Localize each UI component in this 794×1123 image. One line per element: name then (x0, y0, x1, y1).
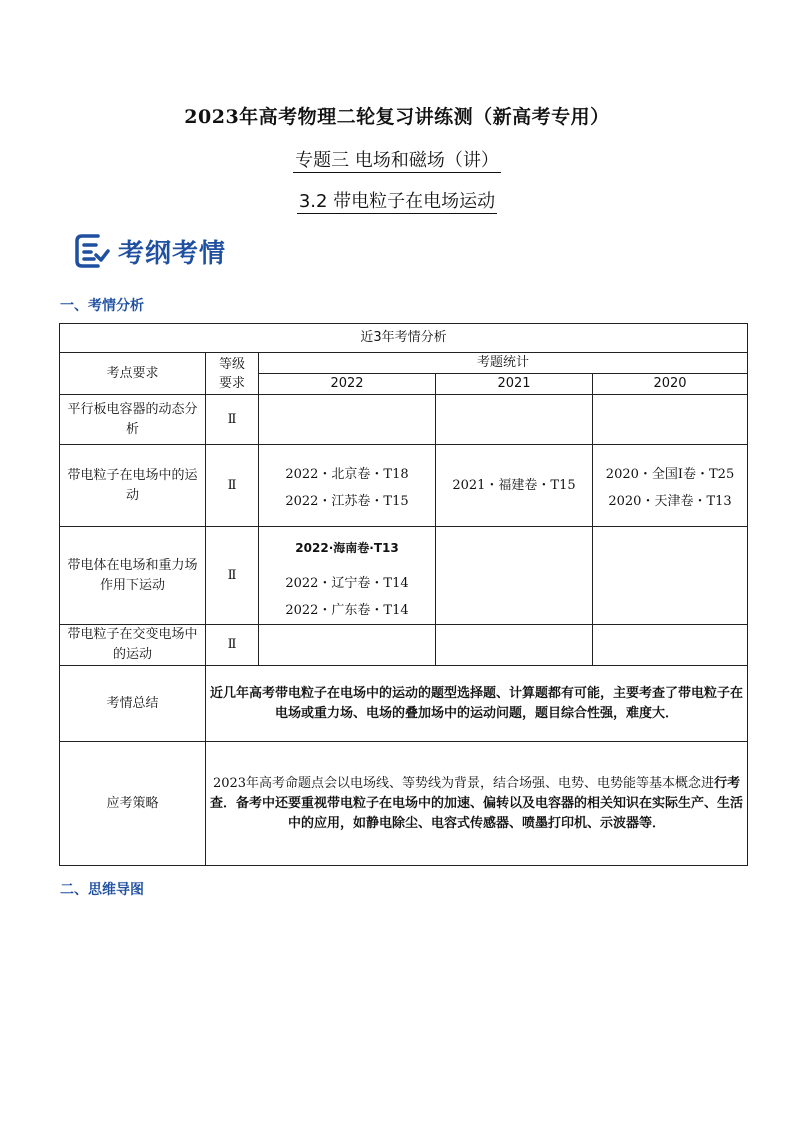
topic-title (0, 146, 794, 172)
strategy-text-part2: 行考查．备考中还要重视带电粒子在电场中的加速、偏转以及电容器的相关知识在实际生产、生活中的应用，如静电除尘、电容式传感器、喷墨打印机、示波器等． (210, 775, 744, 831)
exam-analysis-table (59, 323, 748, 866)
header-year-2021: 2021 (436, 374, 593, 395)
section-heading-mindmap: 二、思维导图 (60, 882, 144, 898)
section-heading-analysis: 一、考情分析 (60, 298, 144, 314)
table-row (60, 625, 748, 666)
table-row (60, 527, 748, 625)
document-title: 2023年高考物理二轮复习讲练测（新高考专用） (184, 106, 610, 128)
exam-item: 2022・辽宁卷・T14 (285, 576, 409, 591)
table-caption: 近3年考情分析 (60, 324, 748, 353)
row-point: 带电体在电场和重力场作用下运动 (60, 527, 206, 625)
exam-item: 2021・福建卷・T15 (436, 445, 593, 527)
row-level: Ⅱ (206, 445, 259, 527)
strategy-text-part1: 2023年高考命题点会以电场线、等势线为背景，结合场强、电势、电势能等基本概念进 (212, 775, 715, 791)
row-point: 带电粒子在电场中的运动 (60, 445, 206, 527)
header-point: 考点要求 (60, 353, 206, 395)
row-point: 平行板电容器的动态分析 (60, 395, 206, 445)
subtopic-title (0, 187, 794, 213)
summary-label: 考情总结 (60, 666, 206, 742)
exam-item: 2022・江苏卷・T15 (285, 493, 409, 509)
summary-row (60, 666, 748, 742)
subtopic-title-text: 3.2 带电粒子在电场运动 (298, 191, 496, 212)
summary-text: 近几年高考带电粒子在电场中的运动的题型选择题、计算题都有可能，主要考查了带电粒子在电场或重力场、电场的叠加场中的运动问题，题目综合性强，难度大． (206, 666, 748, 742)
topic-title-text: 专题三 电场和磁场（讲） (295, 150, 499, 171)
header-year-2020: 2020 (593, 374, 748, 395)
header-year-2022: 2022 (259, 374, 436, 395)
banner-title: 考纲考情 (118, 238, 227, 269)
row-level: Ⅱ (206, 395, 259, 445)
exam-item: 2022·海南卷·T13 (295, 541, 399, 555)
strategy-row (60, 742, 748, 866)
header-level: 等级要求 (206, 353, 259, 395)
exam-item: 2020・天津卷・T13 (608, 493, 732, 509)
row-level: Ⅱ (206, 527, 259, 625)
exam-item: 2022・广东卷・T14 (285, 603, 409, 618)
table-row (60, 395, 748, 445)
row-level: Ⅱ (206, 625, 259, 666)
header-stats: 考题统计 (259, 353, 748, 374)
table-row (60, 445, 748, 527)
row-point: 带电粒子在交变电场中的运动 (60, 625, 206, 666)
strategy-text (206, 742, 748, 866)
exam-item: 2022・北京卷・T18 (285, 466, 409, 482)
strategy-label: 应考策略 (60, 742, 206, 866)
syllabus-banner (74, 231, 226, 271)
exam-item: 2020・全国Ⅰ卷・T25 (605, 466, 735, 482)
list-document-icon (74, 233, 110, 269)
